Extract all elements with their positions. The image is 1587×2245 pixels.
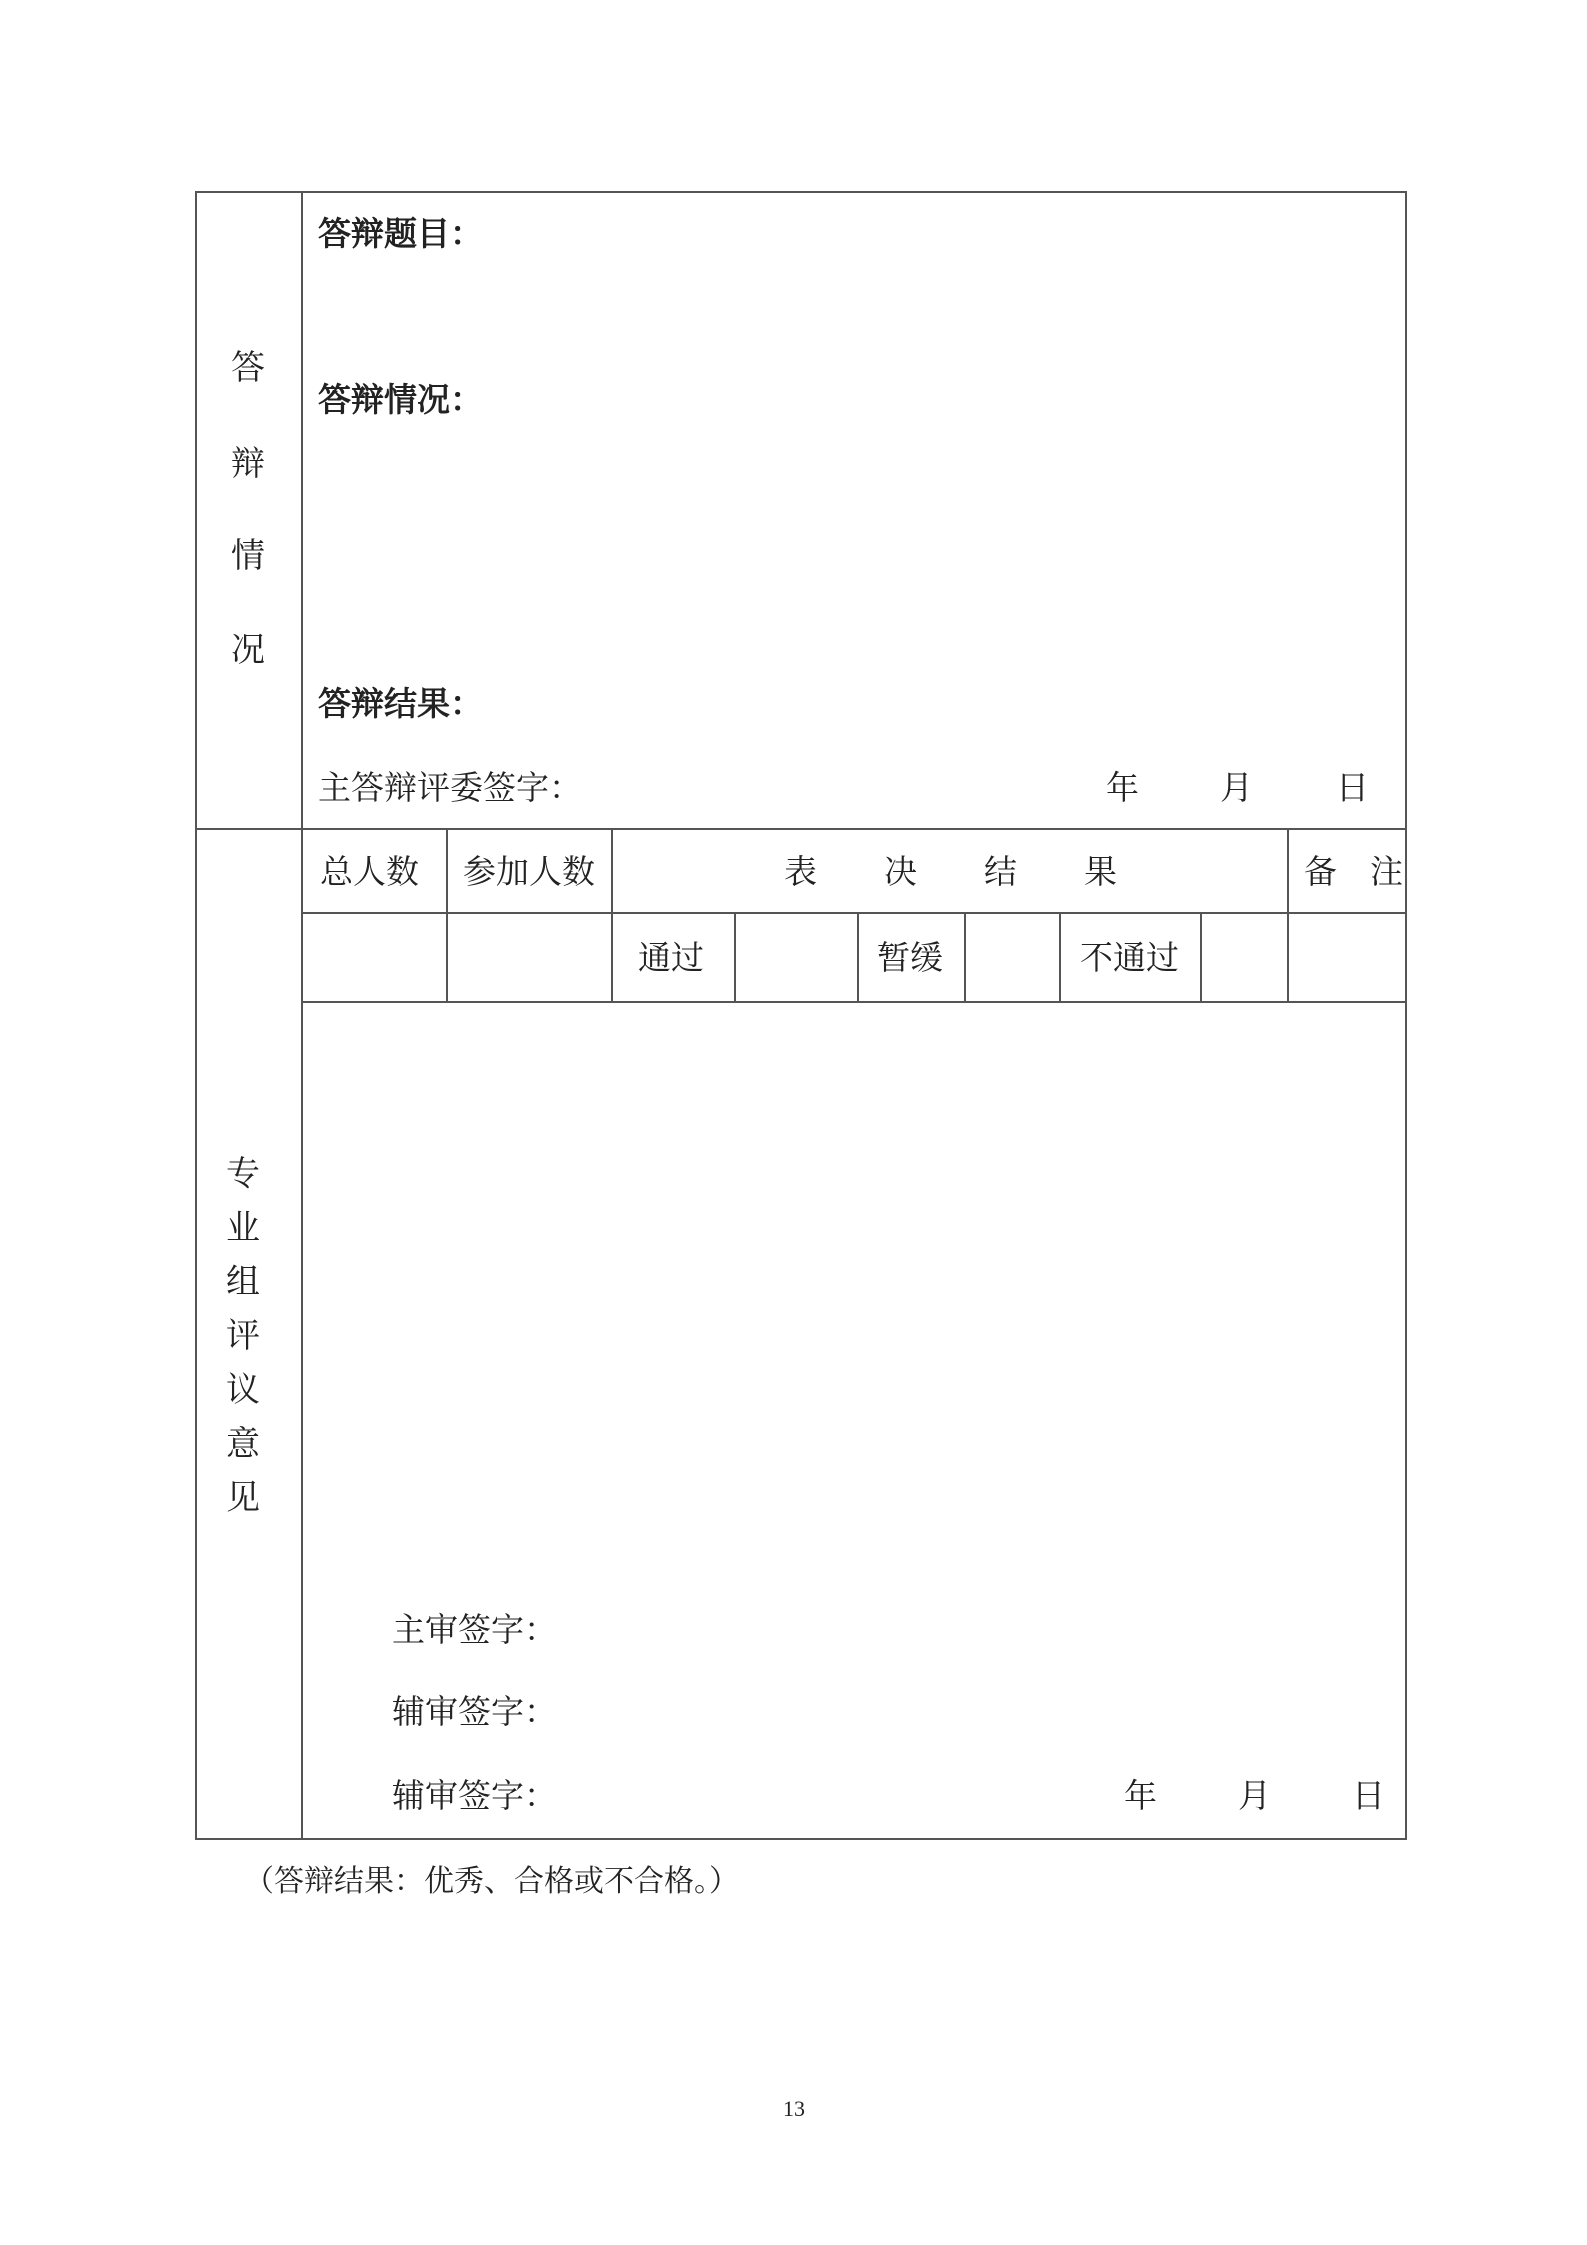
defense-topic-label: 答辩题目： [318,214,483,253]
header-total: 总人数 [320,852,419,891]
review-date-day: 日 [1352,1776,1385,1815]
grid-col-8 [1287,828,1289,1003]
vote-defer-label: 暂缓 [877,938,943,977]
defense-result-label: 答辩结果： [318,684,483,723]
grid-col-5 [964,912,966,1003]
header-row-divider [302,912,1407,914]
review-side-char-1: 专 [226,1154,260,1194]
chief-reviewer-signature-label: 主审签字： [392,1610,557,1649]
defense-side-char-3: 情 [231,536,265,576]
defense-date-month: 月 [1220,768,1253,807]
grid-col-4 [857,912,859,1003]
grid-col-2 [611,828,613,1003]
assistant-reviewer-signature-label-1: 辅审签字： [392,1692,557,1731]
table-right-border [1405,191,1407,1840]
vote-row-bottom [302,1001,1407,1003]
grid-col-1 [446,828,448,1003]
review-date-month: 月 [1238,1776,1271,1815]
table-bottom-border [195,1838,1407,1840]
review-side-char-7: 见 [226,1478,260,1518]
header-vote-char-3: 结 [984,852,1017,891]
review-side-char-4: 评 [226,1316,260,1356]
defense-side-char-1: 答 [231,348,265,388]
table-top-border [195,191,1407,193]
section-divider [195,828,1407,830]
header-vote-char-4: 果 [1084,852,1117,891]
table-left-border [195,191,197,1840]
defense-date-year: 年 [1106,768,1139,807]
defense-side-char-2: 辩 [231,444,265,484]
header-vote-char-2: 决 [884,852,917,891]
grid-col-6 [1059,912,1061,1003]
assistant-reviewer-signature-label-2: 辅审签字： [392,1776,557,1815]
page-number: 13 [783,2096,805,2121]
defense-date-day: 日 [1336,768,1369,807]
grid-col-7 [1200,912,1202,1003]
review-side-char-2: 业 [226,1208,260,1248]
header-remark: 备 注 [1304,852,1403,891]
review-side-char-6: 意 [226,1424,260,1464]
review-side-char-3: 组 [226,1262,260,1302]
result-footnote: （答辩结果：优秀、合格或不合格。） [244,1864,739,1899]
defense-side-char-4: 况 [231,630,265,670]
grid-col-3 [734,912,736,1003]
label-column-divider [301,191,303,1840]
vote-fail-label: 不通过 [1080,938,1179,977]
review-date-year: 年 [1124,1776,1157,1815]
chief-judge-signature-label: 主答辩评委签字： [318,768,582,807]
header-vote-char-1: 表 [784,852,817,891]
defense-situation-label: 答辩情况： [318,380,483,419]
header-attended: 参加人数 [463,852,595,891]
vote-pass-label: 通过 [638,938,704,977]
review-side-char-5: 议 [226,1370,260,1410]
